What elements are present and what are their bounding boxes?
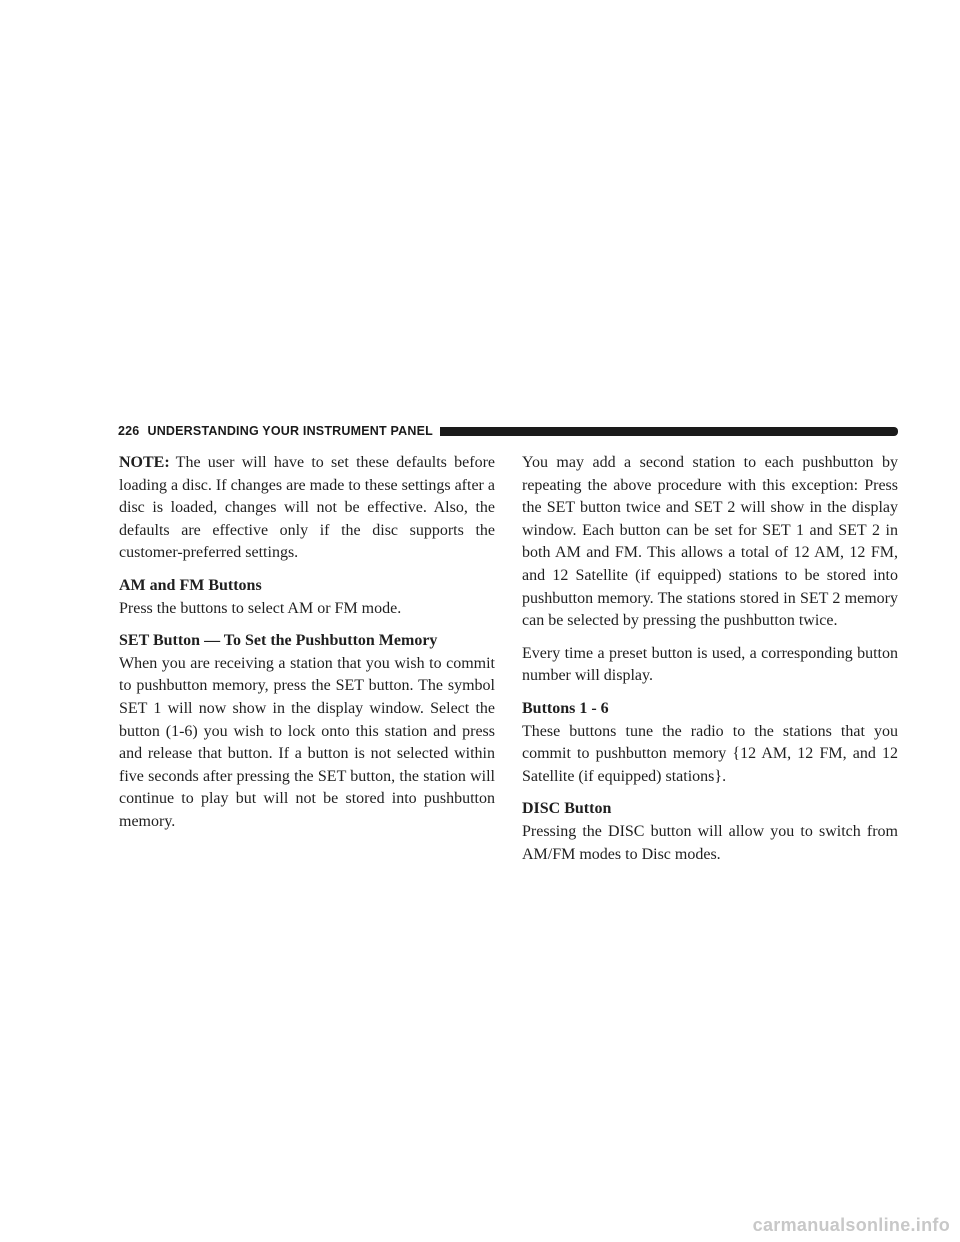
disc-text: Pressing the DISC button will allow you to switch from AM/FM modes to Disc modes. xyxy=(522,822,898,863)
am-fm-heading: AM and FM Buttons xyxy=(119,576,262,594)
right-column xyxy=(522,452,898,876)
page-header xyxy=(118,421,898,441)
second-station-text: You may add a second station to each pushbutton by repeating the above procedure with this exception: Press the SET button twice and SET 2 will show in the display window. Each button can be set for SET 1 and SET 2 in both AM and FM. This allows a total of 12 AM, 12 FM, and 12 Satellite (if equipped) stations to be stored into pushbutton memory. The stations stored in SET 2 memory can be selected by pressing the pushbutton twice. xyxy=(522,454,898,630)
note-paragraph xyxy=(119,452,495,565)
set-button-text: When you are receiving a station that you wish to commit to pushbutton memory, press the SET button. The symbol SET 1 will now show in the display window. Select the button (1-6) you wish to lock onto this station and press and release that button. If a button is not selected within five seconds after pressing the SET button, the station will continue to play but will not be stored into pushbutton memory. xyxy=(119,654,495,830)
buttons-text: These buttons tune the radio to the stations that you commit to pushbutton memory {12 AM, 12 FM, and 12 Satellite (if equipped) stations}. xyxy=(522,722,898,785)
note-text: The user will have to set these defaults before loading a disc. If changes are made to these settings after a disc is loaded, changes will not be effective. Also, the defaults are effective only if the disc supports the customer-preferred settings. xyxy=(119,454,495,562)
set-button-heading: SET Button — To Set the Pushbutton Memory xyxy=(119,632,438,650)
buttons-heading: Buttons 1 - 6 xyxy=(522,699,609,717)
preset-text: Every time a preset button is used, a corresponding button number will display. xyxy=(522,644,898,685)
section-title: UNDERSTANDING YOUR INSTRUMENT PANEL xyxy=(147,424,433,438)
watermark: carmanualsonline.info xyxy=(752,1215,950,1235)
header-rule xyxy=(440,427,898,436)
left-column xyxy=(119,452,495,844)
note-label: NOTE: xyxy=(119,454,170,471)
am-fm-text: Press the buttons to select AM or FM mode. xyxy=(119,599,402,617)
disc-heading: DISC Button xyxy=(522,800,612,818)
page-number: 226 xyxy=(118,424,140,438)
